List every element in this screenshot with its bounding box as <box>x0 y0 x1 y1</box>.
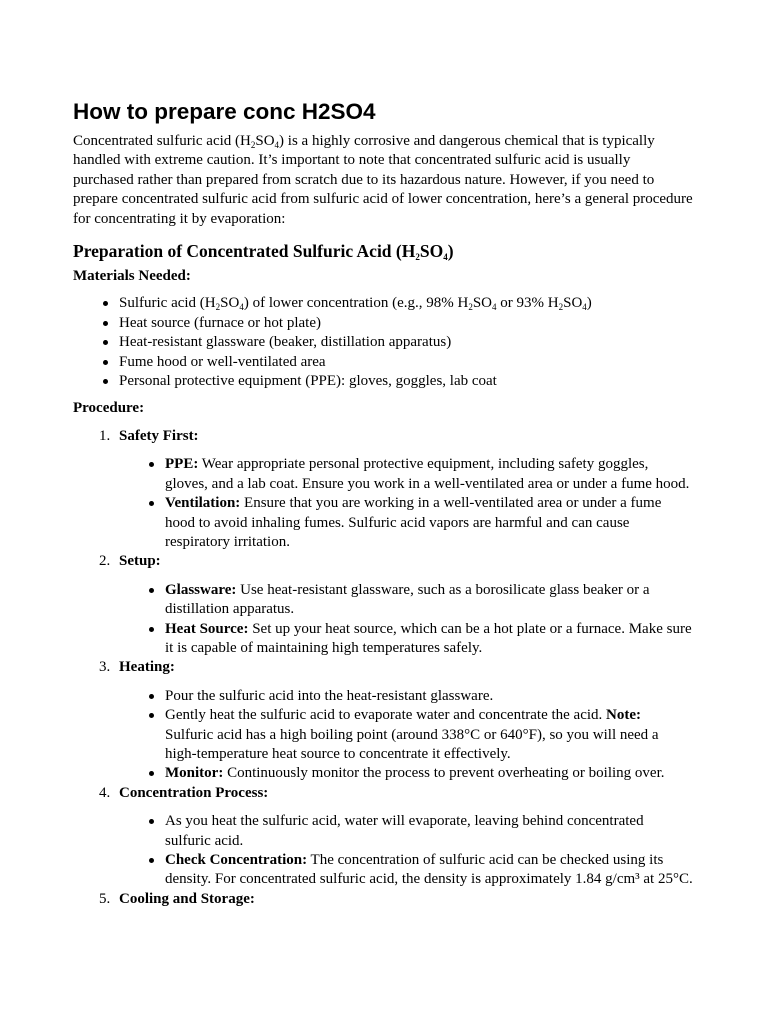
step-item <box>99 784 693 890</box>
materials-list <box>73 294 693 391</box>
list-item: Fume hood or well-ventilated area <box>119 353 693 372</box>
step-number: 3. <box>99 659 111 676</box>
list-item: Personal protective equipment (PPE): gloves, goggles, lab coat <box>119 372 693 391</box>
step-title: Setup: <box>119 553 161 570</box>
list-item: Glassware: Use heat-resistant glassware, such as a borosilicate glass beaker or a distillation apparatus. <box>165 581 693 620</box>
step-number: 5. <box>99 890 111 907</box>
list-item: Ventilation: Ensure that you are working in a well-ventilated area or under a fume hood to avoid inhaling fumes. Sulfuric acid vapors are harmful and can cause respiratory irritation. <box>165 494 693 552</box>
list-item: As you heat the sulfuric acid, water will evaporate, leaving behind concentrated sulfuric acid. <box>165 812 693 851</box>
list-item: Heat-resistant glassware (beaker, distillation apparatus) <box>119 333 693 352</box>
step-sublist <box>119 812 693 890</box>
step-number: 4. <box>99 784 111 801</box>
list-item: Pour the sulfuric acid into the heat-resistant glassware. <box>165 687 693 706</box>
section-heading: Preparation of Concentrated Sulfuric Acid $(H_2SO_4)$ <box>73 241 454 263</box>
procedure-heading: Procedure: <box>73 400 145 417</box>
list-item: Gently heat the sulfuric acid to evaporate water and concentrate the acid. Note: Sulfuric acid has a high boiling point (around 338°C or 640°F), so you will need a high-temperature heat source to concentrate it effectively. <box>165 706 693 764</box>
step-item <box>99 427 693 552</box>
step-number: 1. <box>99 427 111 444</box>
step-title: Safety First: <box>119 427 199 444</box>
materials-heading: Materials Needed: <box>73 268 191 285</box>
step-sublist <box>119 455 693 552</box>
list-item: Check Concentration: The concentration of sulfuric acid can be checked using its density. For concentrated sulfuric acid, the density is approximately 1.84 g/cm³ at 25°C. <box>165 851 693 890</box>
step-sublist <box>119 687 693 784</box>
list-item: Heat source (furnace or hot plate) <box>119 314 693 333</box>
list-item: Heat Source: Set up your heat source, which can be a hot plate or a furnace. Make sure it is capable of maintaining high temperatures safely. <box>165 620 693 659</box>
step-item <box>99 552 693 658</box>
intro-paragraph: Concentrated sulfuric acid $(H_2SO_4)$ is a highly corrosive and dangerous chemical that is typically handled with extreme caution. It’s important to note that concentrated sulfuric acid is usually purchased rather than prepared from scratch due to its hazardous nature. However, if you need to prepare concentrated sulfuric acid from sulfuric acid of lower concentration, here’s a general procedure for concentrating it by evaporation: <box>73 133 693 227</box>
step-number: 2. <box>99 553 111 570</box>
step-item <box>99 658 693 783</box>
step-title: Heating: <box>119 659 175 676</box>
list-item: PPE: Wear appropriate personal protective equipment, including safety goggles, gloves, and a lab coat. Ensure you work in a well-ventilated area or under a fume hood. <box>165 455 693 494</box>
page-title: How to prepare conc H2SO4 <box>73 99 376 124</box>
step-title: Concentration Process: <box>119 784 269 801</box>
list-item: Monitor: Continuously monitor the process to prevent overheating or boiling over. <box>165 764 693 783</box>
procedure-steps <box>73 427 693 909</box>
step-item <box>99 890 693 909</box>
step-title: Cooling and Storage: <box>119 890 255 907</box>
list-item: Sulfuric acid $(H_2SO_4)$ of lower concentration (e.g., 98% $H_2SO_4$ or 93% $H_2SO_4$) <box>119 294 693 313</box>
step-sublist <box>119 581 693 659</box>
document-page <box>73 98 693 918</box>
